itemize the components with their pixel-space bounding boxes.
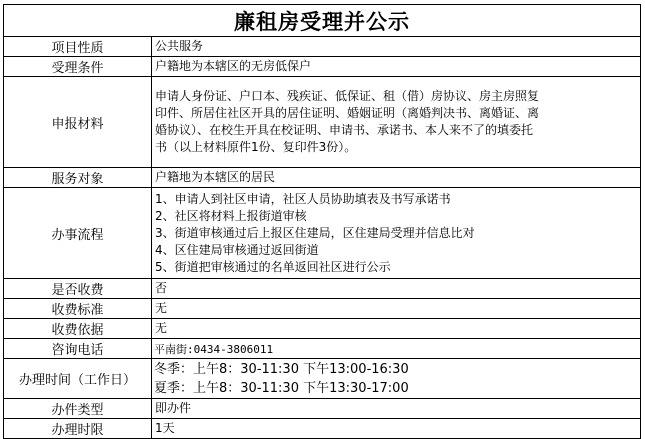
row-value-fee-standard: 无 — [152, 299, 641, 319]
page-title: 廉租房受理并公示 — [4, 5, 641, 37]
row-label-process: 办事流程 — [4, 188, 152, 279]
hours-winter: 冬季：上午8：30-11:30 下午13:00-16:30 — [154, 361, 409, 377]
row-value-process — [152, 188, 641, 279]
table-row — [4, 279, 641, 299]
table-row — [4, 359, 641, 399]
process-step: 3、街道审核通过后上报区住建局，区住建局受理并信息比对 — [155, 225, 475, 240]
materials-line: 申请人身份证、户口本、残疾证、低保证、租（借）房协议、房主房照复 — [155, 89, 540, 103]
row-label-phone: 咨询电话 — [4, 339, 152, 359]
row-label-fee-basis: 收费依据 — [4, 319, 152, 339]
process-step: 4、区住建局审核通过返回街道 — [155, 242, 319, 257]
row-label-nature: 项目性质 — [4, 37, 152, 57]
table-row — [4, 57, 641, 77]
table-row — [4, 299, 641, 319]
table-row — [4, 37, 641, 57]
table-row — [4, 77, 641, 168]
row-value-fee: 否 — [152, 279, 641, 299]
row-label-audience: 服务对象 — [4, 168, 152, 188]
row-value-conditions: 户籍地为本辖区的无房低保户 — [152, 57, 641, 77]
process-step: 5、街道把审核通过的名单返回社区进行公示 — [155, 259, 391, 274]
process-step: 1、申请人到社区申请，社区人员协助填表及书写承诺书 — [155, 191, 451, 206]
table-row — [4, 319, 641, 339]
materials-line: 婚协议）、在校生开具在校证明、申请书、承诺书、本人来不了的填委托 — [155, 123, 534, 137]
row-label-fee: 是否收费 — [4, 279, 152, 299]
materials-line: 印件、所居住社区开具的居住证明、婚姻证明（离婚判决书、离婚证、离 — [155, 106, 540, 120]
materials-line: 书（以上材料原件1份、复印件3份）。 — [155, 140, 357, 154]
table-row — [4, 339, 641, 359]
table-row — [4, 188, 641, 279]
row-value-nature: 公共服务 — [152, 37, 641, 57]
row-label-fee-standard: 收费标准 — [4, 299, 152, 319]
row-value-materials — [152, 77, 641, 168]
row-value-hours — [152, 359, 641, 399]
row-label-time-limit: 办理时限 — [4, 419, 152, 439]
row-label-type: 办件类型 — [4, 399, 152, 419]
row-value-type: 即办件 — [152, 399, 641, 419]
row-label-materials: 申报材料 — [4, 77, 152, 168]
row-value-audience: 户籍地为本辖区的居民 — [152, 168, 641, 188]
row-label-conditions: 受理条件 — [4, 57, 152, 77]
row-value-fee-basis: 无 — [152, 319, 641, 339]
title-row — [4, 5, 641, 37]
table-row — [4, 168, 641, 188]
table-row — [4, 399, 641, 419]
row-value-phone: 平南街:0434-3806011 — [152, 339, 641, 359]
table-row — [4, 419, 641, 439]
process-step: 2、社区将材料上报街道审核 — [155, 208, 307, 223]
row-value-time-limit: 1天 — [152, 419, 641, 439]
row-label-hours: 办理时间（工作日） — [4, 359, 152, 399]
hours-summer: 夏季：上午8：30-11:30 下午13:30-17:00 — [154, 380, 409, 396]
notice-table — [3, 4, 641, 439]
